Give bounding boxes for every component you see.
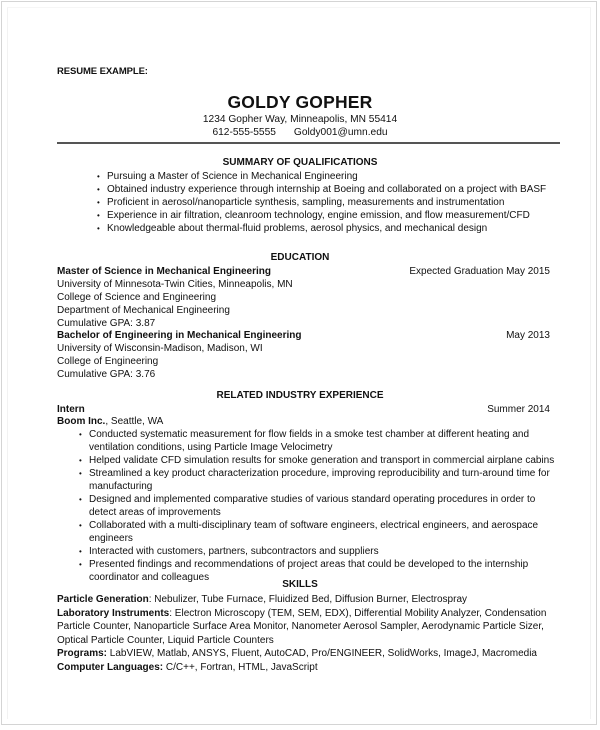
job-company-line	[57, 415, 163, 428]
experience-item: • Collaborated with a multi-disciplinary team of software engineers, electrical engineers, and aerospace engineers	[79, 519, 564, 545]
skill-row	[57, 661, 557, 675]
summary-item: • Obtained industry experience through internship at Boeing and collaborated on a project with BASF	[97, 183, 567, 196]
skill-label: Laboratory Instruments	[57, 607, 170, 619]
skill-value: C/C++, Fortran, HTML, JavaScript	[163, 661, 318, 673]
skill-value: : Nebulizer, Tube Furnace, Fluidized Bed, Diffusion Burner, Electrospray	[148, 594, 468, 605]
contact-line	[0, 127, 600, 138]
degree-ms: Master of Science in Mechanical Engineering	[57, 266, 271, 277]
skill-label: Programs:	[57, 648, 108, 659]
experience-list	[79, 428, 564, 584]
candidate-name: GOLDY GOPHER	[227, 92, 373, 112]
skills-heading: SKILLS	[282, 579, 318, 590]
skill-row	[57, 607, 557, 648]
skill-row	[57, 593, 557, 607]
summary-list	[97, 170, 567, 235]
skill-value: LabVIEW, Matlab, ANSYS, Fluent, AutoCAD, Pro/ENGINEER, SolidWorks, ImageJ, Macromedia	[107, 648, 537, 659]
summary-item: • Pursuing a Master of Science in Mechanical Engineering	[97, 170, 567, 183]
degree-ms-date: Expected Graduation May 2015	[409, 266, 550, 277]
job-date: Summer 2014	[487, 404, 550, 415]
education-line: Department of Mechanical Engineering	[57, 305, 230, 316]
candidate-email: Goldy001@umn.edu	[293, 127, 388, 138]
education-line: Cumulative GPA: 3.87	[57, 318, 156, 329]
education-line: College of Engineering	[57, 356, 159, 367]
candidate-address: 1234 Gopher Way, Minneapolis, MN 55414	[202, 114, 398, 125]
skill-label: Computer Languages:	[57, 661, 164, 673]
education-heading: EDUCATION	[270, 252, 330, 263]
experience-item: • Helped validate CFD simulation results for smoke generation and transport in commercial airplane cabins	[79, 454, 564, 467]
experience-item: • Streamlined a key product characterization procedure, improving reproducibility and turn-around time for manufacturing	[79, 467, 564, 493]
job-location: , Seattle, WA	[105, 416, 164, 427]
education-line: Cumulative GPA: 3.76	[57, 369, 156, 380]
candidate-phone: 612-555-5555	[212, 127, 276, 138]
skill-row	[57, 647, 557, 661]
summary-heading: SUMMARY OF QUALIFICATIONS	[222, 157, 378, 168]
degree-be: Bachelor of Engineering in Mechanical Engineering	[57, 330, 302, 341]
experience-item: • Designed and implemented comparative studies of various standard operating procedures in order to detect areas of improvements	[79, 493, 564, 519]
summary-item: • Knowledgeable about thermal-fluid problems, aerosol physics, and mechanical design	[97, 222, 567, 235]
header-divider	[57, 142, 560, 144]
experience-item: • Conducted systematic measurement for flow fields in a smoke test chamber at different heating and ventilation conditions, using Particle Image Velocimetry	[79, 428, 564, 454]
education-line: University of Wisconsin-Madison, Madison, WI	[57, 343, 263, 354]
experience-item: • Presented findings and recommendations of project areas that could be developed to the internship coordinator and colleagues	[79, 558, 564, 584]
summary-item: • Experience in air filtration, cleanroom technology, engine emission, and flow measurement/CFD	[97, 209, 567, 222]
job-company: Boom Inc.	[57, 416, 106, 427]
experience-heading: RELATED INDUSTRY EXPERIENCE	[216, 390, 384, 401]
skills-list	[57, 593, 557, 674]
degree-be-date: May 2013	[506, 330, 550, 341]
skill-value: : Electron Microscopy (TEM, SEM, EDX), Differential Mobility Analyzer, Condensation Particle Counter, Nanoparticle Surface Area Monitor, Nanometer Aerosol Sampler, Aerodynamic Particle Sizer, Optical Particle Counter, Liquid Particle Counters	[57, 607, 547, 646]
skill-label: Particle Generation	[57, 594, 149, 605]
job-title: Intern	[57, 404, 85, 415]
resume-example-label: RESUME EXAMPLE:	[57, 66, 148, 77]
summary-item: • Proficient in aerosol/nanoparticle synthesis, sampling, measurements and instrumentation	[97, 196, 567, 209]
education-line: University of Minnesota-Twin Cities, Minneapolis, MN	[57, 279, 293, 290]
education-line: College of Science and Engineering	[57, 292, 216, 303]
experience-item: • Interacted with customers, partners, subcontractors and suppliers	[79, 545, 564, 558]
